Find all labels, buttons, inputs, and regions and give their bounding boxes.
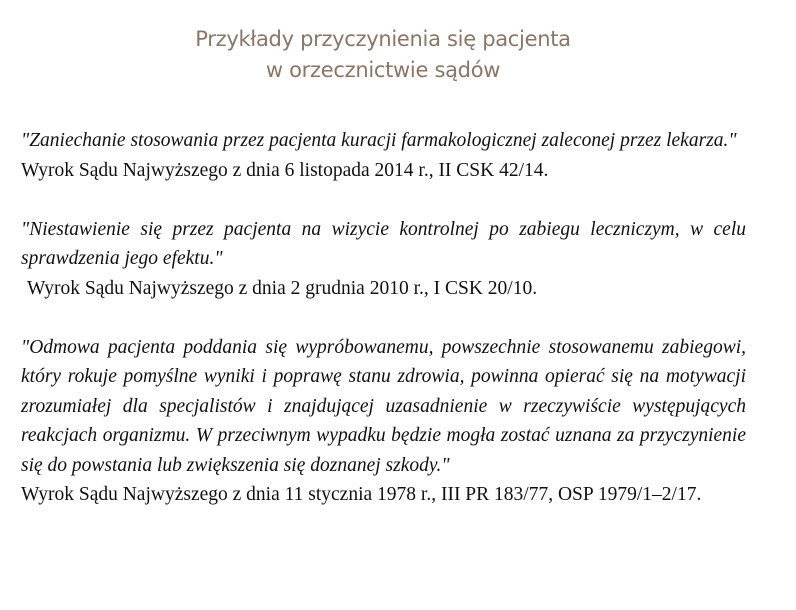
spacer — [21, 185, 746, 215]
spacer — [21, 303, 746, 333]
page-title — [0, 24, 766, 86]
example-citation: Wyrok Sądu Najwyższego z dnia 6 listopada 2014 r., II CSK 42/14. — [21, 159, 549, 181]
example-citation: Wyrok Sądu Najwyższego z dnia 11 stycznia 1978 r., III PR 183/77, OSP 1979/1–2/17. — [21, 484, 702, 505]
example-quote: "Zaniechanie stosowania przez pacjenta kuracji farmakologicznej zaleconej przez lekarza." — [21, 130, 737, 151]
page-title-line-2: w orzecznictwie sądów — [265, 58, 501, 82]
page-title-line-1: Przykłady przyczynienia się pacjenta — [195, 27, 571, 51]
example-quote: "Odmowa pacjenta poddania się wypróbowanemu, powszechnie stosowanemu zabiegowi, który rokuje pomyślne wyniki i poprawę stanu zdrowia, powinna opierać się na motywacji zrozumiałej dla specjalistów i znajdującej uzasadnienie w rzeczywiście występujących reakcjach organizmu. W przeciwnym wypadku będzie mogła zostać uznana za przyczynienie się do powstania lub zwiększenia się doznanej szkody." — [21, 336, 746, 476]
example-item-3 — [21, 333, 746, 510]
examples-list — [21, 126, 746, 510]
example-quote: "Niestawienie się przez pacjenta na wizycie kontrolnej po zabiegu leczniczym, w celu sprawdzenia jego efektu." — [21, 218, 746, 269]
example-item-1 — [21, 126, 746, 185]
example-item-2 — [21, 215, 746, 304]
example-citation: Wyrok Sądu Najwyższego z dnia 2 grudnia 2010 r., I CSK 20/10. — [27, 277, 538, 299]
